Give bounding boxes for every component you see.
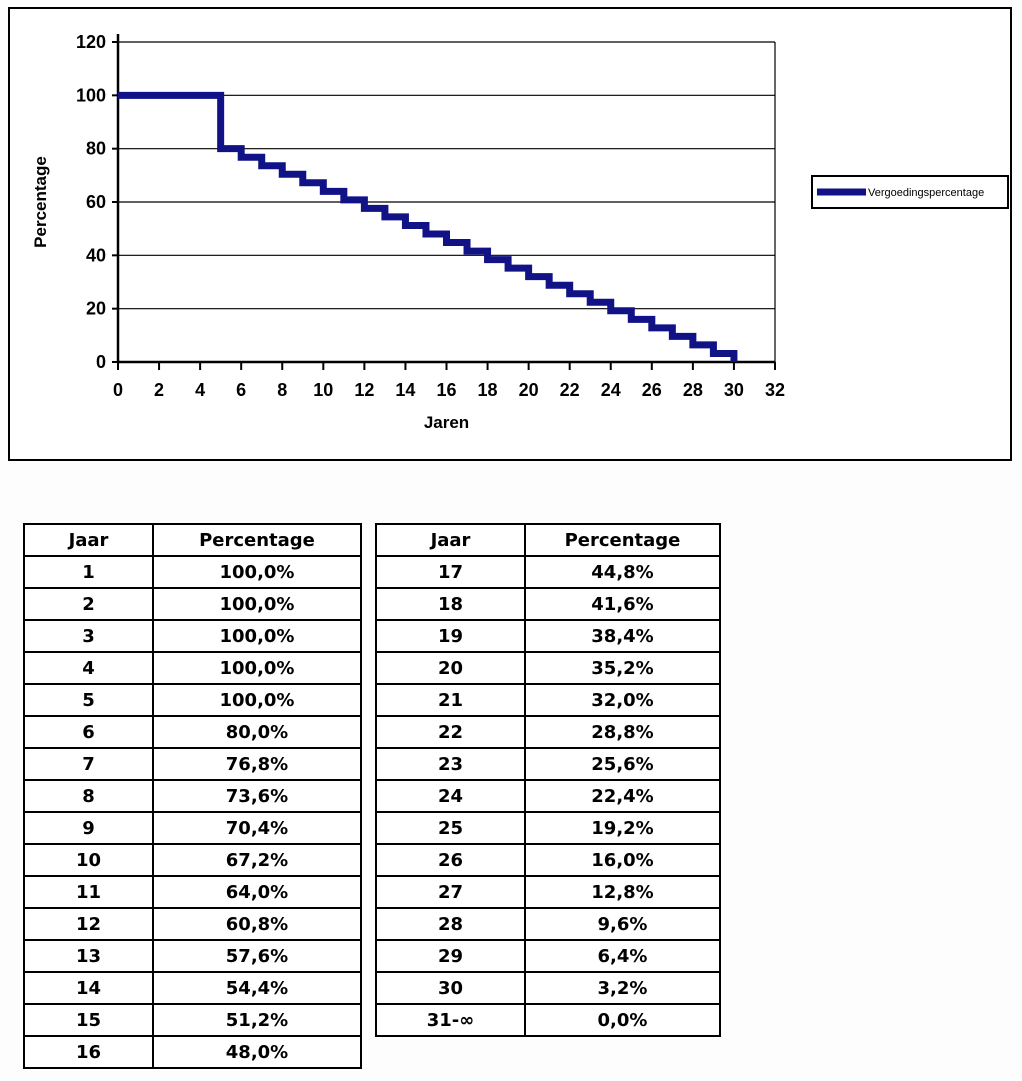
jaar-cell: 17 [376,556,525,588]
jaar-cell: 3 [24,620,153,652]
x-tick-label: 22 [559,380,580,400]
jaar-cell: 28 [376,908,525,940]
jaar-cell: 8 [24,780,153,812]
table-row [24,556,361,588]
jaar-cell: 20 [376,652,525,684]
percentage-cell: 9,6% [525,908,720,940]
table-row [24,716,361,748]
column-header: Jaar [24,524,153,556]
jaar-percentage-table-left [23,523,362,1069]
x-tick-label: 12 [354,380,375,400]
percentage-cell: 100,0% [153,556,361,588]
table-row [24,812,361,844]
step-chart [10,9,1010,459]
table-row [376,684,720,716]
percentage-cell: 22,4% [525,780,720,812]
table-row [376,748,720,780]
x-tick-label: 28 [682,380,703,400]
y-tick-label: 0 [95,352,106,372]
percentage-cell: 51,2% [153,1004,361,1036]
jaar-cell: 13 [24,940,153,972]
table-row [376,652,720,684]
jaar-cell: 30 [376,972,525,1004]
table-row [24,972,361,1004]
x-tick-label: 10 [313,380,334,400]
percentage-cell: 3,2% [525,972,720,1004]
jaar-cell: 5 [24,684,153,716]
percentage-cell: 48,0% [153,1036,361,1068]
percentage-cell: 16,0% [525,844,720,876]
x-tick-label: 6 [236,380,247,400]
y-tick-label: 40 [85,245,106,266]
table-header-row [376,524,720,556]
jaar-cell: 14 [24,972,153,1004]
jaar-cell: 23 [376,748,525,780]
percentage-cell: 19,2% [525,812,720,844]
percentage-cell: 41,6% [525,588,720,620]
column-header: Percentage [525,524,720,556]
x-axis-title: Jaren [423,413,470,432]
jaar-cell: 12 [24,908,153,940]
y-axis-title: Percentage [31,156,50,248]
table-row [376,556,720,588]
percentage-cell: 28,8% [525,716,720,748]
table-row [24,940,361,972]
percentage-cell: 70,4% [153,812,361,844]
column-header: Jaar [376,524,525,556]
jaar-cell: 11 [24,876,153,908]
table-row [24,908,361,940]
jaar-cell: 26 [376,844,525,876]
percentage-cell: 73,6% [153,780,361,812]
jaar-cell: 2 [24,588,153,620]
jaar-cell: 9 [24,812,153,844]
table-row [376,780,720,812]
percentage-cell: 38,4% [525,620,720,652]
table-row [376,940,720,972]
percentage-cell: 54,4% [153,972,361,1004]
percentage-cell: 100,0% [153,620,361,652]
table-row [376,1004,720,1036]
table-row [24,1004,361,1036]
jaar-cell: 22 [376,716,525,748]
y-tick-label: 100 [75,85,106,106]
x-tick-label: 4 [195,380,206,400]
percentage-cell: 0,0% [525,1004,720,1036]
table-row [376,844,720,876]
percentage-cell: 76,8% [153,748,361,780]
x-tick-label: 18 [477,380,498,400]
percentage-cell: 60,8% [153,908,361,940]
x-tick-label: 30 [723,380,744,400]
chart-frame [8,7,1012,461]
table-row [24,844,361,876]
column-header: Percentage [153,524,361,556]
percentage-cell: 25,6% [525,748,720,780]
jaar-cell: 10 [24,844,153,876]
table-row [376,716,720,748]
jaar-cell: 15 [24,1004,153,1036]
jaar-percentage-table-right [375,523,721,1037]
jaar-cell: 25 [376,812,525,844]
jaar-cell: 4 [24,652,153,684]
y-tick-label: 120 [75,32,106,52]
jaar-cell: 18 [376,588,525,620]
legend-label: Vergoedingspercentage [868,187,985,199]
jaar-cell: 7 [24,748,153,780]
x-tick-label: 16 [436,380,457,400]
percentage-cell: 80,0% [153,716,361,748]
x-tick-label: 14 [395,380,416,400]
x-tick-label: 2 [154,380,165,400]
jaar-cell: 29 [376,940,525,972]
percentage-cell: 100,0% [153,588,361,620]
jaar-cell: 27 [376,876,525,908]
x-tick-label: 0 [112,380,124,400]
x-tick-label: 26 [641,380,662,400]
table-row [376,876,720,908]
y-tick-label: 60 [85,192,106,212]
jaar-cell: 21 [376,684,525,716]
percentage-cell: 32,0% [525,684,720,716]
x-tick-label: 20 [518,380,539,400]
table-row [24,684,361,716]
jaar-cell: 19 [376,620,525,652]
step-line [118,95,734,362]
x-tick-label: 8 [277,380,288,400]
percentage-cell: 67,2% [153,844,361,876]
jaar-cell: 6 [24,716,153,748]
table-row [24,652,361,684]
x-tick-label: 32 [764,380,786,400]
table-row [376,972,720,1004]
percentage-cell: 100,0% [153,652,361,684]
y-tick-label: 20 [85,298,106,319]
jaar-cell: 24 [376,780,525,812]
table-header-row [24,524,361,556]
table-row [376,908,720,940]
table-row [24,588,361,620]
percentage-cell: 12,8% [525,876,720,908]
percentage-cell: 100,0% [153,684,361,716]
table-row [24,748,361,780]
table-row [24,780,361,812]
table-row [376,588,720,620]
table-row [24,620,361,652]
x-tick-label: 24 [600,380,621,400]
jaar-cell: 16 [24,1036,153,1068]
percentage-cell: 64,0% [153,876,361,908]
table-row [24,1036,361,1068]
y-tick-label: 80 [85,138,106,159]
table-row [24,876,361,908]
table-row [376,812,720,844]
percentage-cell: 44,8% [525,556,720,588]
percentage-cell: 35,2% [525,652,720,684]
jaar-cell: 31-∞ [376,1004,525,1036]
jaar-cell: 1 [24,556,153,588]
table-row [376,620,720,652]
percentage-cell: 6,4% [525,940,720,972]
percentage-cell: 57,6% [153,940,361,972]
